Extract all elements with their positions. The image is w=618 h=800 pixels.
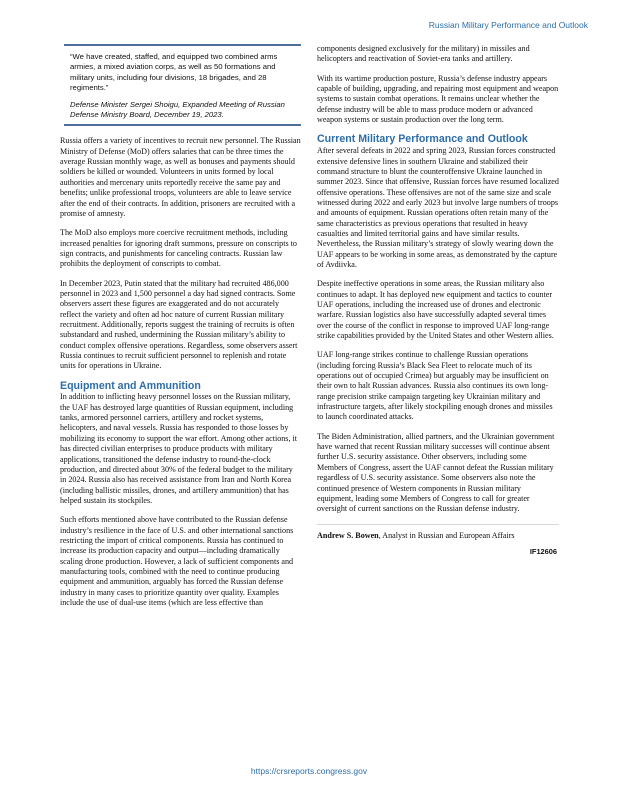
footer-url[interactable]: https://crsreports.congress.gov (250, 766, 368, 776)
left-column (60, 44, 301, 617)
paragraph: components designed exclusively for the military) in missiles and helicopters and reactivation of Soviet-era tanks and artillery. (317, 44, 530, 64)
author-line (317, 531, 559, 541)
right-column (317, 44, 559, 556)
product-id: IF12606 (529, 546, 557, 556)
paragraph: With its wartime production posture, Russia’s defense industry appears capable of building, upgrading, and repairing most equipment and weapon systems to sustain combat operations. It remains unclear whether the defense industry will be able to mass produce modern or advanced weapon systems or sustain production over the long term. (317, 73, 559, 125)
paragraph: The MoD also employs more coercive recruitment methods, including increased penalties for ignoring draft summons, pressure on conscripts to sign contracts, and punishments for canceling contracts. Russian law prohibits the deployment of conscripts to combat. (60, 228, 297, 269)
quote-attribution: Defense Minister Sergei Shoigu, Expanded Meeting of Russian Defense Ministry Board, December 19, 2023. (70, 99, 285, 120)
section-heading-equipment: Equipment and Ammunition (60, 379, 201, 392)
paragraph: After several defeats in 2022 and spring 2023, Russian forces constructed extensive defensive lines in southern Ukraine and stabilized their command structure to blunt the counteroffensive Ukraine launched in summer 2023. Since that offensive, Russian forces have resumed localized offensive operations. These offensives are not of the same size and scale witnessed during 2022 and early 2023 but involve large numbers of troops and amounts of equipment. Russian operations often retain many of the same characteristics as previous operations that resulted in heavy casualties and limited territorial gains and have similar results. Nevertheless, the Russian military’s strategy of slowly wearing down the UAF appears to be working in some areas, as demonstrated by the capture of Avdiivka. (317, 146, 559, 269)
paragraph: Such efforts mentioned above have contributed to the Russian defense industry’s resilience in the face of U.S. and other international sanctions restricting the import of critical components. Russia has continued to increase its production capacity and output—including dramatically scaling drone production. However, a lack of sufficient components and manufacturing tools, combined with the need to continue producing equipment and ammunition, arguably has forced the Russian defense industry in many cases to prioritize quantity over quality. Examples include the use of dual-use items (which are less effective than (60, 515, 294, 607)
author-divider (317, 524, 559, 525)
running-header: Russian Military Performance and Outlook (428, 20, 588, 30)
author-name: Andrew S. Bowen (317, 530, 379, 540)
paragraph: Despite ineffective operations in some areas, the Russian military also continues to adapt. It has deployed new equipment and tactics to counter UAF operations, including the increased use of drones and electronic warfare. Russian logistics also have successfully adapted several times over the course of the conflict in response to improved UAF long-range strike capabilities provided by the United States and other Western allies. (317, 279, 554, 341)
paragraph: Russia offers a variety of incentives to recruit new personnel. The Russian Ministry of Defense (MoD) offers salaries that can be three times the average Russian monthly wage, as well as bonuses and payments should soldiers be killed or wounded. Volunteers in units formed by local authorities and mercenary units reportedly receive the same pay and benefits; unlike professional troops, volunteers are able to leave service after the end of their contracts. In addition, prisoners are recruited with a promise of amnesty. (60, 136, 301, 218)
paragraph: UAF long-range strikes continue to challenge Russian operations (including forcing Russia’s Black Sea Fleet to relocate much of its operations out of occupied Crimea) but arguably may be insufficient on their own to halt Russian advances. Russia also continues its own long-range precision strike campaign targeting key Ukrainian military and infrastructure targets, after likely stockpiling enough drones and missiles to launch coordinated attacks. (317, 350, 553, 422)
paragraph: In December 2023, Putin stated that the military had recruited 486,000 personnel in 2023 and 1,500 personnel a day had signed contracts. Some observers assert these figures are exaggerated and do not accurately reflect the variety and often ad hoc nature of current Russian military recruitment. Additionally, reports suggest the training of recruits is often substandard and rushed, undermining the Russian military’s ability to conduct complex offensive operations. Regardless, some observers assert Russia continues to recruit sufficient personnel to replenish and rotate units for operations in Ukraine. (60, 278, 298, 371)
author-title: , Analyst in Russian and European Affairs (378, 530, 515, 540)
paragraph: In addition to inflicting heavy personnel losses on the Russian military, the UAF has destroyed large quantities of Russian equipment, including tanks, armored personnel carriers, artillery and rocket systems, helicopters, and naval vessels. Russia has responded to those losses by mobilizing its economy to support the war effort. Among other actions, it has directed civilian enterprises to produce products with military applications, transitioned the defense industry to round-the-clock production, and directed about 30% of the federal budget to the military in 2024. Russia also has received assistance from Iran and North Korea (including ballistic missiles, drones, and artillery ammunition) that has helped sustain its stockpiles. (60, 392, 298, 505)
paragraph: The Biden Administration, allied partners, and the Ukrainian government have warned that recent Russian military successes will continue absent further U.S. security assistance. Other observers, including some Members of Congress, assert the UAF cannot defeat the Russian military regardless of U.S. security assistance. Some observers also note the continued presence of Western components in Russian military equipment, leading some Members of Congress to call for greater oversight of current sanctions on the Russian defense industry. (317, 431, 555, 514)
quote-text: “We have created, staffed, and equipped two combined arms armies, a mixed aviation corps, as well as 50 formations and military units, including four divisions, 18 brigades, and 28 regiments.” (70, 52, 278, 93)
section-heading-outlook: Current Military Performance and Outlook (317, 133, 528, 146)
quote-box (64, 44, 301, 126)
